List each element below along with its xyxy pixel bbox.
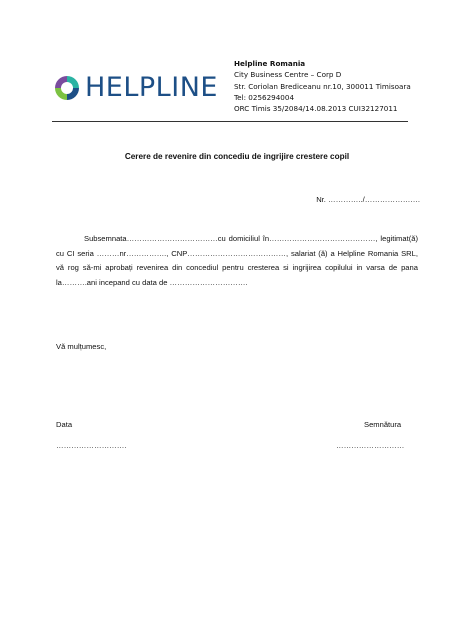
signature-label: Semnătura <box>364 420 402 429</box>
paragraph-line-2: legitimat(ă) cu CI seria ………nr……………., CNP…………………………………, salariat (ă) a <box>56 234 418 258</box>
address-line-2: Str. Coriolan Brediceanu nr.10, 300011 Timisoara <box>234 81 411 91</box>
document-title: Cerere de revenire din concediu de ingrijire crestere copil <box>124 152 350 161</box>
helpline-logo-icon <box>54 75 80 101</box>
date-field-dots: ………………………. <box>56 441 127 450</box>
phone-number: Tel: 0256294004 <box>234 92 295 102</box>
date-label: Data <box>56 420 73 429</box>
signature-field-dots: ……………………… <box>336 441 405 450</box>
company-name: Helpline Romania <box>234 59 306 68</box>
address-line-1: City Business Centre – Corp D <box>234 70 342 80</box>
paragraph-line-1: Subsemnata………………………………cu domiciliul în……………………………………, <box>84 234 378 243</box>
company-details <box>234 58 464 114</box>
request-paragraph <box>56 232 418 291</box>
logo-wordmark: HELPLINE <box>85 72 218 103</box>
paragraph-line-4: ingrijirea copilului in varsa de pana la……….ani incepand cu data de …………………………. <box>56 263 418 288</box>
registration-number-line: Nr. …………../…………………. <box>316 195 420 204</box>
header-divider <box>52 121 408 122</box>
paragraph-line-3: Helpline Romania SRL, vă rog să-mi aprobați revenirea din concediul pentru cresterea si <box>56 248 418 273</box>
helpline-logo <box>54 74 218 101</box>
closing-thanks: Vă mulțumesc, <box>56 342 107 351</box>
registration-info: ORC Timis 35/2084/14.08.2013 CUI32127011 <box>234 104 398 114</box>
